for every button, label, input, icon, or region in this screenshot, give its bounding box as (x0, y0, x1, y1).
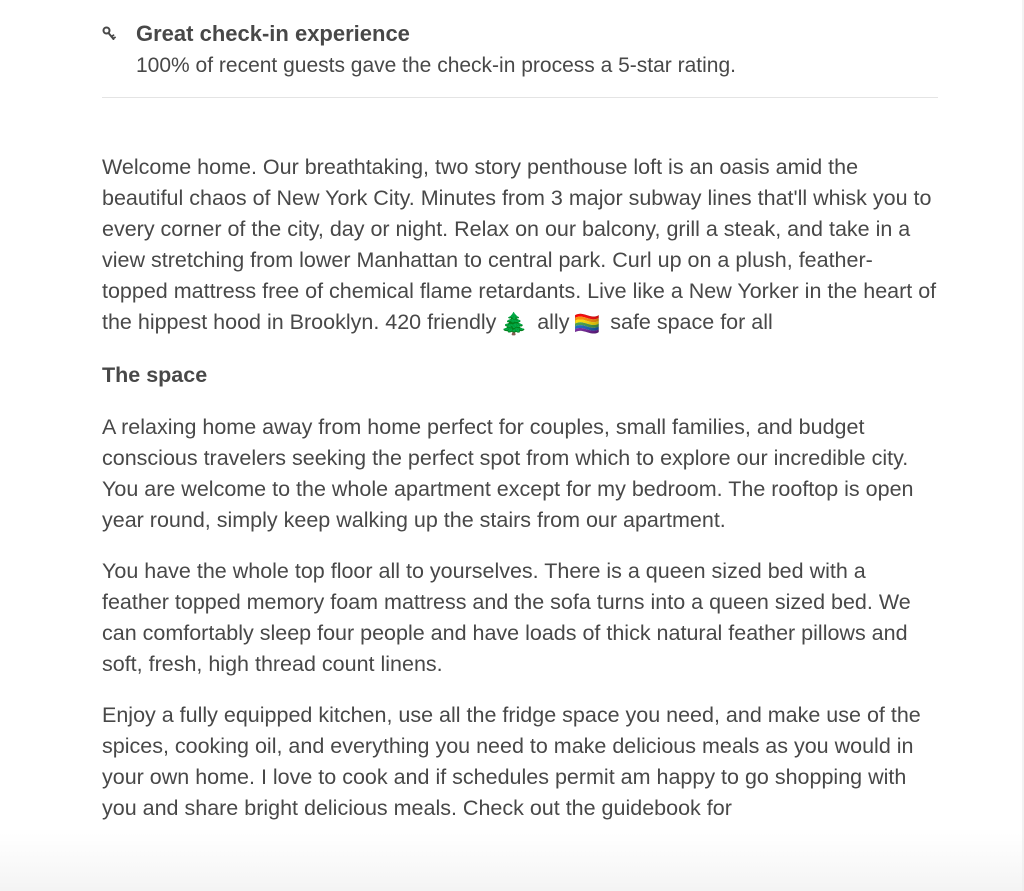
checkin-highlight (102, 0, 938, 98)
listing-content (102, 0, 938, 844)
key-icon (102, 26, 116, 42)
intro-text: Welcome home. Our breathtaking, two story penthouse loft is an oasis amid the beautiful chaos of New York City. Minutes from 3 major subway lines that'll whisk you to every corner of the city, day or night. Relax on our balcony, grill a steak, and take in a view stretching from lower Manhattan to central park. Curl up on a plush, feather-topped mattress free of chemical flame retardants. Live like a New Yorker in the heart of the hippest hood in Brooklyn. 420 friendly (102, 155, 937, 334)
space-paragraph-3: Enjoy a fully equipped kitchen, use all the fridge space you need, and make use of the spices, cooking oil, and everything you need to make delicious meals as you would in your own home. I love to cook and if schedules permit am happy to go shopping with you and share bright delicious meals. Check out the guidebook for (102, 703, 921, 820)
space-paragraph-2: You have the whole top floor all to yourselves. There is a queen sized bed with a feather topped memory foam mattress and the sofa turns into a queen sized bed. We can comfortably sleep four people and have loads of thick natural feather pillows and soft, fresh, high thread count linens. (102, 559, 911, 676)
highlight-title: Great check-in experience (136, 21, 410, 46)
description-intro (102, 152, 938, 340)
space-heading: The space (102, 363, 208, 387)
space-paragraph-1: A relaxing home away from home perfect for couples, small families, and budget conscious travelers seeking the perfect spot from which to explore our incredible city. You are welcome to the whole apartment except for my bedroom. The rooftop is open year round, simply keep walking up the stairs from our apartment. (102, 415, 914, 532)
rainbow-flag-emoji-icon: 🏳️‍🌈 (573, 312, 601, 336)
highlight-description: 100% of recent guests gave the check-in process a 5-star rating. (136, 54, 736, 77)
listing-description (102, 98, 938, 824)
tree-emoji-icon: 🌲 (500, 312, 528, 336)
intro-text-ally: ally (537, 310, 570, 334)
intro-text-safe-space: safe space for all (610, 310, 773, 334)
